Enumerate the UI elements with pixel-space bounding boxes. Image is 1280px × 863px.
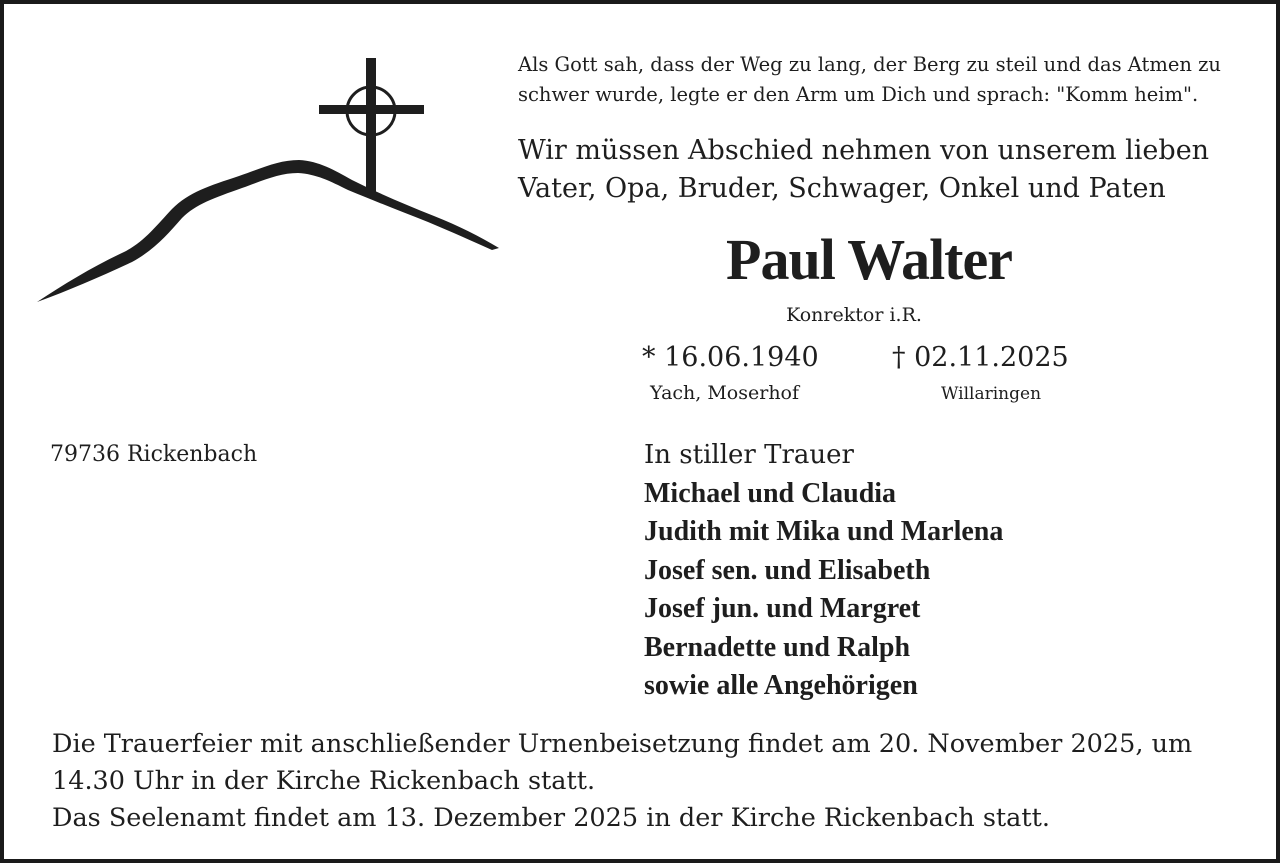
quote	[518, 50, 1258, 110]
list-item: sowie alle Angehörigen	[644, 670, 918, 701]
list-item: Josef sen. und Elisabeth	[644, 554, 931, 586]
mourners-list	[644, 436, 1003, 706]
list-item: Bernadette und Ralph	[644, 631, 911, 663]
deceased-name: Paul Walter	[726, 227, 1012, 292]
list-item: Josef jun. und Margret	[644, 593, 921, 624]
death-place: Willaringen	[941, 384, 1042, 404]
intro-line: Vater, Opa, Bruder, Schwager, Onkel und Paten	[518, 173, 1166, 204]
address: 79736 Rickenbach	[50, 442, 258, 467]
mourners-lead: In stiller Trauer	[644, 440, 854, 470]
birth-date: * 16.06.1940	[642, 342, 819, 373]
cross-on-hill-icon	[4, 4, 524, 314]
quote-line: Als Gott sah, dass der Weg zu lang, der Berg zu steil und das Atmen zu	[518, 53, 1221, 76]
service-info	[52, 726, 1192, 837]
deceased-title: Konrektor i.R.	[786, 304, 922, 326]
service-line: Die Trauerfeier mit anschließender Urnenbeisetzung findet am 20. November 2025, um	[52, 729, 1193, 759]
service-line: 14.30 Uhr in der Kirche Rickenbach statt.	[52, 766, 596, 796]
list-item: Judith mit Mika und Marlena	[644, 516, 1004, 547]
list-item: Michael und Claudia	[644, 477, 897, 509]
birth-place: Yach, Moserhof	[650, 382, 800, 404]
quote-line: schwer wurde, legte er den Arm um Dich und sprach: "Komm heim".	[518, 83, 1199, 106]
intro-text	[518, 132, 1258, 208]
intro-line: Wir müssen Abschied nehmen von unserem lieben	[518, 135, 1210, 166]
death-date: † 02.11.2025	[892, 342, 1069, 373]
service-line: Das Seelenamt findet am 13. Dezember 2025 in der Kirche Rickenbach statt.	[52, 803, 1050, 833]
